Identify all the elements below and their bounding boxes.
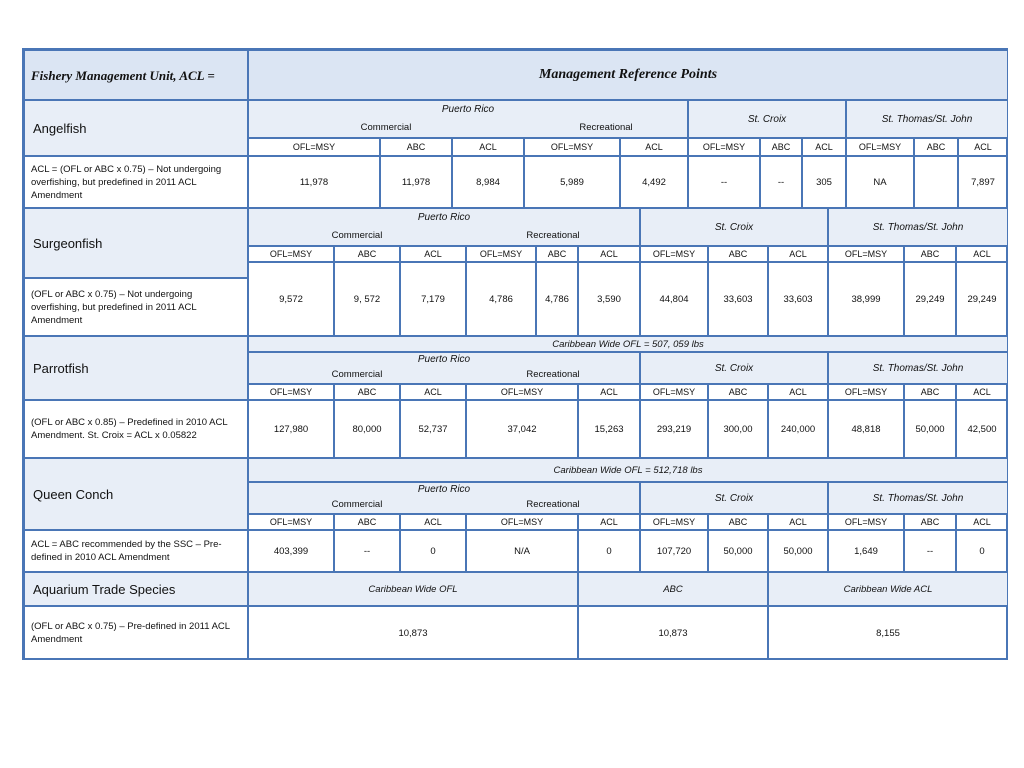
aquarium-val-abc: 10,873 bbox=[578, 606, 768, 660]
sg-val-1: 9,572 bbox=[248, 262, 334, 336]
angelfish-recreational: Recreational bbox=[579, 122, 633, 133]
af-col-ofl-stx: OFL=MSY bbox=[688, 138, 760, 156]
parrotfish-puerto-rico: Puerto Rico bbox=[417, 354, 471, 365]
pf-col-11: ACL bbox=[956, 384, 1008, 400]
af-val-2: 11,978 bbox=[380, 156, 452, 208]
qc-col-6: OFL=MSY bbox=[640, 514, 708, 530]
queen-conch-puerto-rico: Puerto Rico bbox=[417, 484, 471, 495]
qc-col-1: OFL=MSY bbox=[248, 514, 334, 530]
parrotfish-description: (OFL or ABC x 0.85) – Predefined in 2010 ACL Amendment. St. Croix = ACL x 0.05822 bbox=[24, 400, 248, 458]
sg-col-1: OFL=MSY bbox=[248, 246, 334, 262]
sg-col-4: OFL=MSY bbox=[466, 246, 536, 262]
qc-col-4: OFL=MSY bbox=[466, 514, 578, 530]
af-val-8: 305 bbox=[802, 156, 846, 208]
sg-col-5: ABC bbox=[536, 246, 578, 262]
aquarium-description: (OFL or ABC x 0.75) – Pre-defined in 2011 ACL Amendment bbox=[24, 606, 248, 660]
sg-val-5: 4,786 bbox=[536, 262, 578, 336]
surgeonfish-st-thomas: St. Thomas/St. John bbox=[828, 208, 1008, 246]
af-col-ofl-stt: OFL=MSY bbox=[846, 138, 914, 156]
queen-conch-commercial: Commercial bbox=[331, 499, 383, 510]
sg-col-7: OFL=MSY bbox=[640, 246, 708, 262]
aquarium-val-acl: 8,155 bbox=[768, 606, 1008, 660]
sg-col-8: ABC bbox=[708, 246, 768, 262]
unit-angelfish: Angelfish bbox=[24, 100, 248, 156]
pf-val-8: 240,000 bbox=[768, 400, 828, 458]
sg-val-7: 44,804 bbox=[640, 262, 708, 336]
surgeonfish-recreational: Recreational bbox=[526, 230, 580, 241]
qc-col-10: ABC bbox=[904, 514, 956, 530]
pf-val-2: 80,000 bbox=[334, 400, 400, 458]
pf-val-9: 48,818 bbox=[828, 400, 904, 458]
qc-val-10: -- bbox=[904, 530, 956, 572]
sg-col-12: ACL bbox=[956, 246, 1008, 262]
pf-col-9: OFL=MSY bbox=[828, 384, 904, 400]
qc-val-5: 0 bbox=[578, 530, 640, 572]
pf-col-8: ACL bbox=[768, 384, 828, 400]
af-val-9: NA bbox=[846, 156, 914, 208]
surgeonfish-description: (OFL or ABC x 0.75) – Not undergoing overfishing, but predefined in 2011 ACL Amendment bbox=[24, 278, 248, 336]
queen-conch-description: ACL = ABC recommended by the SSC – Pre-defined in 2010 ACL Amendment bbox=[24, 530, 248, 572]
parrotfish-st-croix: St. Croix bbox=[640, 352, 828, 384]
surgeonfish-commercial: Commercial bbox=[331, 230, 383, 241]
parrotfish-recreational: Recreational bbox=[526, 369, 580, 380]
qc-val-11: 0 bbox=[956, 530, 1008, 572]
sg-val-12: 29,249 bbox=[956, 262, 1008, 336]
pf-val-11: 42,500 bbox=[956, 400, 1008, 458]
aquarium-header-abc: ABC bbox=[578, 572, 768, 606]
qc-col-3: ACL bbox=[400, 514, 466, 530]
pf-col-2: ABC bbox=[334, 384, 400, 400]
af-col-abc-stx: ABC bbox=[760, 138, 802, 156]
unit-parrotfish: Parrotfish bbox=[24, 336, 248, 400]
parrotfish-st-thomas: St. Thomas/St. John bbox=[828, 352, 1008, 384]
sg-val-4: 4,786 bbox=[466, 262, 536, 336]
unit-surgeonfish: Surgeonfish bbox=[24, 208, 248, 278]
pf-val-5: 15,263 bbox=[578, 400, 640, 458]
af-val-1: 11,978 bbox=[248, 156, 380, 208]
af-val-7: -- bbox=[760, 156, 802, 208]
pf-val-4: 37,042 bbox=[466, 400, 578, 458]
sg-val-6: 3,590 bbox=[578, 262, 640, 336]
header-left-title: Fishery Management Unit, ACL = bbox=[24, 50, 248, 100]
sg-val-11: 29,249 bbox=[904, 262, 956, 336]
af-val-5: 4,492 bbox=[620, 156, 688, 208]
pf-val-3: 52,737 bbox=[400, 400, 466, 458]
pf-col-6: OFL=MSY bbox=[640, 384, 708, 400]
queen-conch-st-croix: St. Croix bbox=[640, 482, 828, 514]
sg-col-11: ABC bbox=[904, 246, 956, 262]
pf-val-7: 300,00 bbox=[708, 400, 768, 458]
pf-val-1: 127,980 bbox=[248, 400, 334, 458]
pf-col-4: OFL=MSY bbox=[466, 384, 578, 400]
af-col-acl-stx: ACL bbox=[802, 138, 846, 156]
qc-val-4: N/A bbox=[466, 530, 578, 572]
pf-val-10: 50,000 bbox=[904, 400, 956, 458]
pf-col-5: ACL bbox=[578, 384, 640, 400]
qc-col-5: ACL bbox=[578, 514, 640, 530]
sg-col-6: ACL bbox=[578, 246, 640, 262]
reference-points-table bbox=[22, 48, 1008, 660]
header-main-title: Management Reference Points bbox=[248, 50, 1008, 100]
af-col-acl-com: ACL bbox=[452, 138, 524, 156]
angelfish-description: ACL = (OFL or ABC x 0.75) – Not undergoing overfishing, but predefined in 2011 ACL Amendment bbox=[24, 156, 248, 208]
qc-val-2: -- bbox=[334, 530, 400, 572]
qc-col-7: ABC bbox=[708, 514, 768, 530]
af-col-ofl-com: OFL=MSY bbox=[248, 138, 380, 156]
parrotfish-caribbean-note: Caribbean Wide OFL = 507, 059 lbs bbox=[248, 336, 1008, 352]
sg-val-8: 33,603 bbox=[708, 262, 768, 336]
queen-conch-st-thomas: St. Thomas/St. John bbox=[828, 482, 1008, 514]
pf-col-1: OFL=MSY bbox=[248, 384, 334, 400]
af-val-4: 5,989 bbox=[524, 156, 620, 208]
af-col-abc-stt: ABC bbox=[914, 138, 958, 156]
qc-val-3: 0 bbox=[400, 530, 466, 572]
aquarium-val-ofl: 10,873 bbox=[248, 606, 578, 660]
qc-val-6: 107,720 bbox=[640, 530, 708, 572]
sg-val-3: 7,179 bbox=[400, 262, 466, 336]
unit-aquarium: Aquarium Trade Species bbox=[24, 572, 248, 606]
qc-val-7: 50,000 bbox=[708, 530, 768, 572]
af-col-abc-com: ABC bbox=[380, 138, 452, 156]
surgeonfish-st-croix: St. Croix bbox=[640, 208, 828, 246]
af-val-3: 8,984 bbox=[452, 156, 524, 208]
sg-val-10: 38,999 bbox=[828, 262, 904, 336]
sg-col-2: ABC bbox=[334, 246, 400, 262]
unit-queen-conch: Queen Conch bbox=[24, 458, 248, 530]
af-val-11: 7,897 bbox=[958, 156, 1008, 208]
af-val-6: -- bbox=[688, 156, 760, 208]
sg-col-9: ACL bbox=[768, 246, 828, 262]
af-val-10 bbox=[914, 156, 958, 208]
surgeonfish-puerto-rico: Puerto Rico bbox=[417, 212, 471, 223]
qc-col-9: OFL=MSY bbox=[828, 514, 904, 530]
aquarium-header-acl: Caribbean Wide ACL bbox=[768, 572, 1008, 606]
pf-val-6: 293,219 bbox=[640, 400, 708, 458]
queen-conch-caribbean-note: Caribbean Wide OFL = 512,718 lbs bbox=[248, 458, 1008, 482]
angelfish-st-croix: St. Croix bbox=[688, 100, 846, 138]
qc-col-2: ABC bbox=[334, 514, 400, 530]
angelfish-commercial: Commercial bbox=[360, 122, 412, 133]
pf-col-7: ABC bbox=[708, 384, 768, 400]
qc-col-11: ACL bbox=[956, 514, 1008, 530]
qc-val-1: 403,399 bbox=[248, 530, 334, 572]
qc-val-9: 1,649 bbox=[828, 530, 904, 572]
af-col-acl-stt: ACL bbox=[958, 138, 1008, 156]
qc-col-8: ACL bbox=[768, 514, 828, 530]
sg-col-10: OFL=MSY bbox=[828, 246, 904, 262]
aquarium-header-ofl: Caribbean Wide OFL bbox=[248, 572, 578, 606]
af-col-acl-rec: ACL bbox=[620, 138, 688, 156]
angelfish-puerto-rico: Puerto Rico bbox=[441, 104, 495, 115]
queen-conch-recreational: Recreational bbox=[526, 499, 580, 510]
parrotfish-commercial: Commercial bbox=[331, 369, 383, 380]
sg-val-2: 9, 572 bbox=[334, 262, 400, 336]
sg-col-3: ACL bbox=[400, 246, 466, 262]
pf-col-10: ABC bbox=[904, 384, 956, 400]
af-col-ofl-rec: OFL=MSY bbox=[524, 138, 620, 156]
angelfish-st-thomas: St. Thomas/St. John bbox=[846, 100, 1008, 138]
qc-val-8: 50,000 bbox=[768, 530, 828, 572]
sg-val-9: 33,603 bbox=[768, 262, 828, 336]
pf-col-3: ACL bbox=[400, 384, 466, 400]
